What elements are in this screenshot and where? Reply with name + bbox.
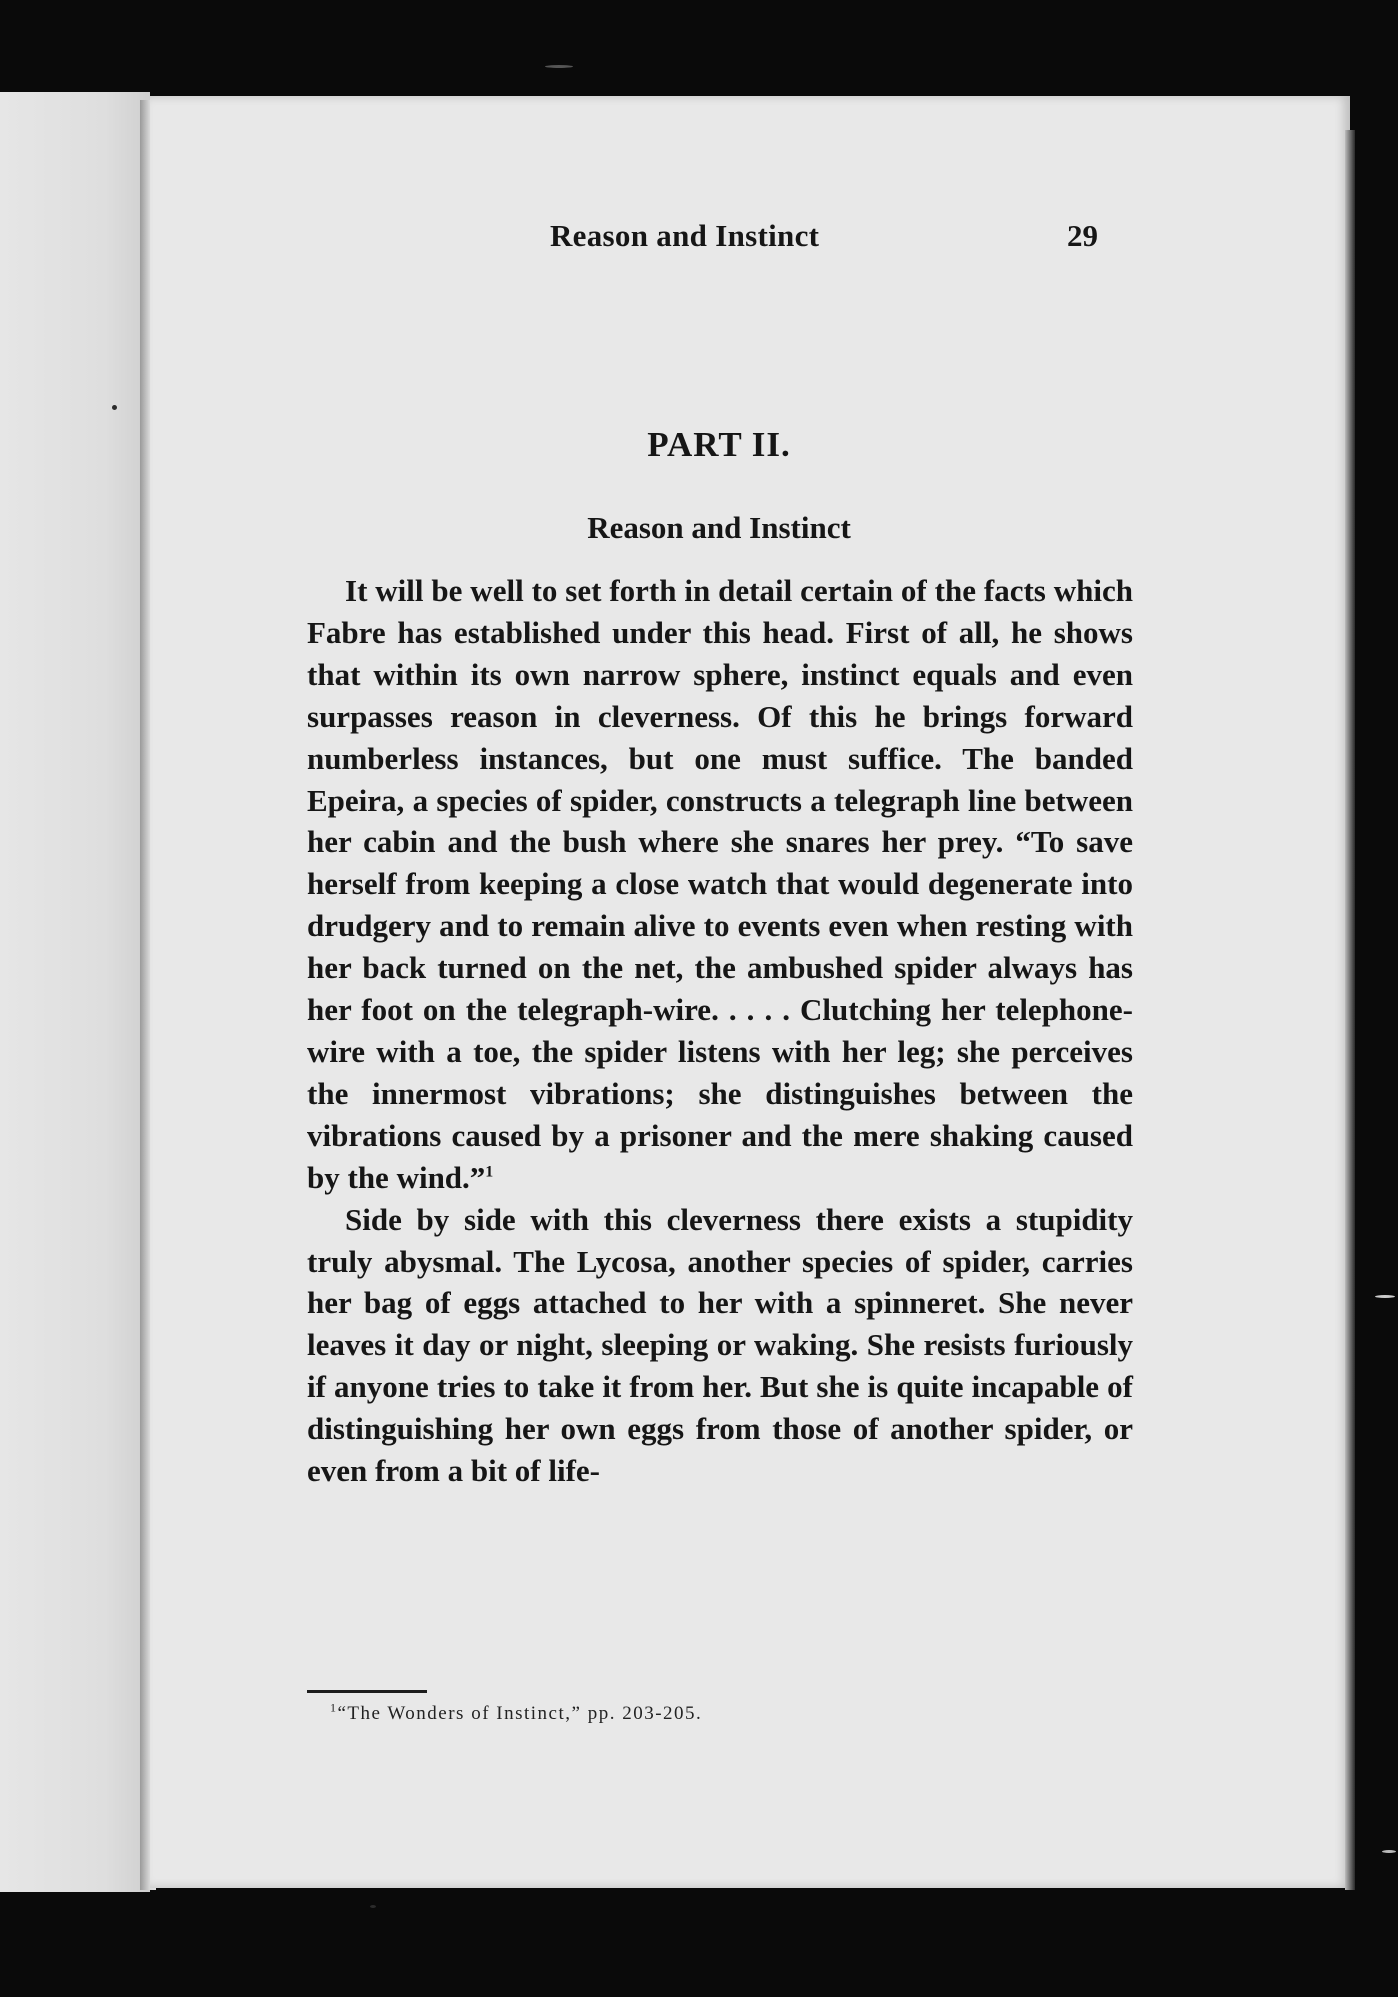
page-edge-shadow <box>1345 130 1355 1890</box>
footnote-rule <box>307 1690 427 1693</box>
paragraph <box>307 570 1133 1199</box>
section-heading: Reason and Instinct <box>587 510 851 545</box>
scan-speck <box>112 405 117 410</box>
footnote-reference: 1 <box>485 1163 494 1181</box>
footnote <box>330 1700 703 1725</box>
part-heading: PART II. <box>647 425 791 464</box>
scan-speck <box>1375 1295 1395 1298</box>
page-number: 29 <box>1067 218 1098 253</box>
scan-speck <box>1382 1850 1396 1853</box>
paragraph <box>307 1199 1133 1492</box>
running-head: Reason and Instinct <box>550 218 820 253</box>
scan-speck <box>370 1905 376 1908</box>
footnote-text: “The Wonders of Instinct,” pp. 203-205. <box>337 1703 703 1724</box>
previous-page-edge <box>0 92 150 1892</box>
scan-speck <box>545 65 573 68</box>
footnote-marker: 1 <box>330 1700 338 1715</box>
paragraph-text: Side by side with this cleverness there exists a stupidity truly abysmal. The Lycosa, another species of spider, carries her bag of eggs attached to her with a spinneret. She never leaves it day or night, sleeping or waking. She resists furiously if anyone tries to take it from her. But she is quite incapable of distinguishing her own eggs from those of another spider, or even from a bit of life- <box>307 1201 1133 1489</box>
paragraph-text: It will be well to set forth in detail certain of the facts which Fabre has established under this head. First of all, he shows that within its own narrow sphere, instinct equals and even surpasses reason in cleverness. Of this he brings forward numberless instances, but one must suffice. The banded Epeira, a species of spider, constructs a telegraph line between her cabin and the bush where she snares her prey. “To save herself from keeping a close watch that would degenerate into drudgery and to remain alive to events even when resting with her back turned on the net, the ambushed spider always has her foot on the telegraph-wire. . . . . Clutching her telephone-wire with a toe, the spider listens with her leg; she perceives the innermost vibrations; she distinguishes between the vibrations caused by a prisoner and the mere shaking caused by the wind.” <box>307 573 1133 1195</box>
body-text <box>307 570 1133 1492</box>
